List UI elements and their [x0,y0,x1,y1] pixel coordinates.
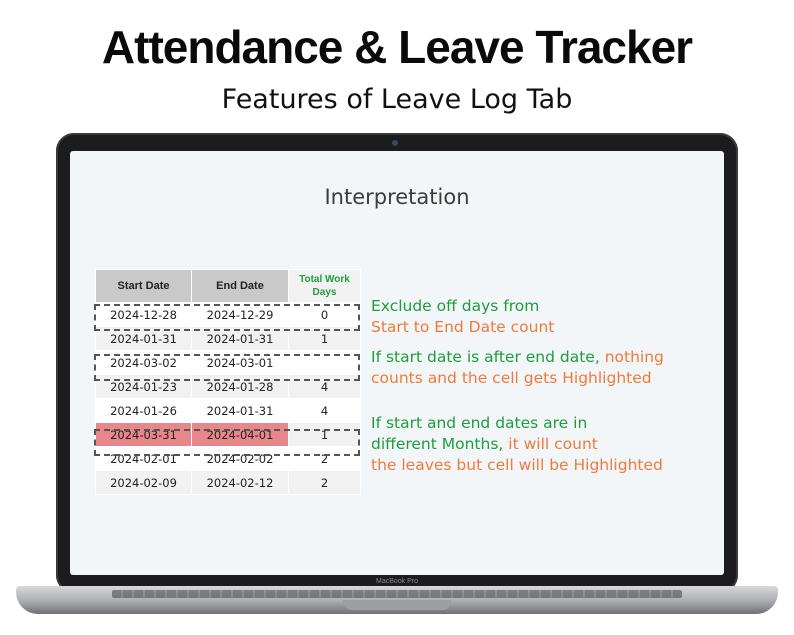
cell-start[interactable]: 2024-02-09 [96,471,192,495]
table-row [96,423,361,447]
cell-days[interactable]: 1 [289,327,361,351]
page-subtitle: Features of Leave Log Tab [221,84,573,115]
cell-start[interactable]: 2024-12-28 [96,303,192,327]
cell-end[interactable]: 2024-01-28 [192,375,289,399]
note-start-after-end-line2: counts and the cell gets Highlighted [371,369,652,387]
leave-table [95,269,361,495]
cell-start-highlighted[interactable]: 2024-03-02 [96,351,192,375]
column-header-days-label: Total Work Days [299,274,350,298]
cell-end[interactable]: 2024-12-29 [192,303,289,327]
note-start-after-end-line1 [371,347,664,368]
cell-days[interactable]: 0 [289,303,361,327]
note-off-days [371,296,554,338]
note-different-months-line3: the leaves but cell will be Highlighted [371,456,663,474]
table-header-row [96,270,361,303]
column-header-end: End Date [192,270,289,303]
note-start-after-end [371,347,664,389]
table-row [96,327,361,351]
cell-end-highlighted[interactable]: 2024-03-01 [192,351,289,375]
cell-start[interactable]: 2024-01-23 [96,375,192,399]
note-off-days-line1: Exclude off days from [371,297,540,315]
note-different-months-green: different Months, [371,435,504,453]
cell-end[interactable]: 2024-01-31 [192,399,289,423]
cell-start[interactable]: 2024-02-01 [96,447,192,471]
note-different-months-orange-inline: it will count [508,435,598,453]
cell-days[interactable]: 4 [289,375,361,399]
note-start-after-end-green: If start date is after end date, [371,348,600,366]
laptop-thumb-notch [343,600,451,610]
cell-days[interactable]: 1 [289,423,361,447]
cell-start[interactable]: 2024-01-26 [96,399,192,423]
note-different-months-line1: If start and end dates are in [371,414,588,432]
cell-end[interactable]: 2024-02-12 [192,471,289,495]
column-header-days [289,270,361,303]
table-row [96,303,361,327]
note-off-days-line2: Start to End Date count [371,318,555,336]
screen-heading: Interpretation [324,185,470,209]
cell-end-highlighted[interactable]: 2024-04-01 [192,423,289,447]
table-row [96,375,361,399]
table-row [96,399,361,423]
note-different-months [371,413,663,476]
laptop-keyboard-edge [112,590,682,598]
page-title: Attendance & Leave Tracker [101,21,693,73]
note-start-after-end-orange-inline: nothing [604,348,664,366]
laptop-brand-label: MacBook Pro [375,578,419,585]
cell-days[interactable] [289,351,361,375]
cell-start[interactable]: 2024-01-31 [96,327,192,351]
laptop-screen [70,151,724,575]
column-header-start: Start Date [96,270,192,303]
cell-end[interactable]: 2024-01-31 [192,327,289,351]
cell-days[interactable]: 4 [289,399,361,423]
table-row [96,471,361,495]
table-row [96,447,361,471]
cell-days[interactable]: 2 [289,471,361,495]
cell-days[interactable]: 2 [289,447,361,471]
cell-end[interactable]: 2024-02-02 [192,447,289,471]
camera-icon [392,140,398,146]
cell-start-highlighted[interactable]: 2024-03-31 [96,423,192,447]
note-different-months-line2 [371,434,663,455]
table-row [96,351,361,375]
